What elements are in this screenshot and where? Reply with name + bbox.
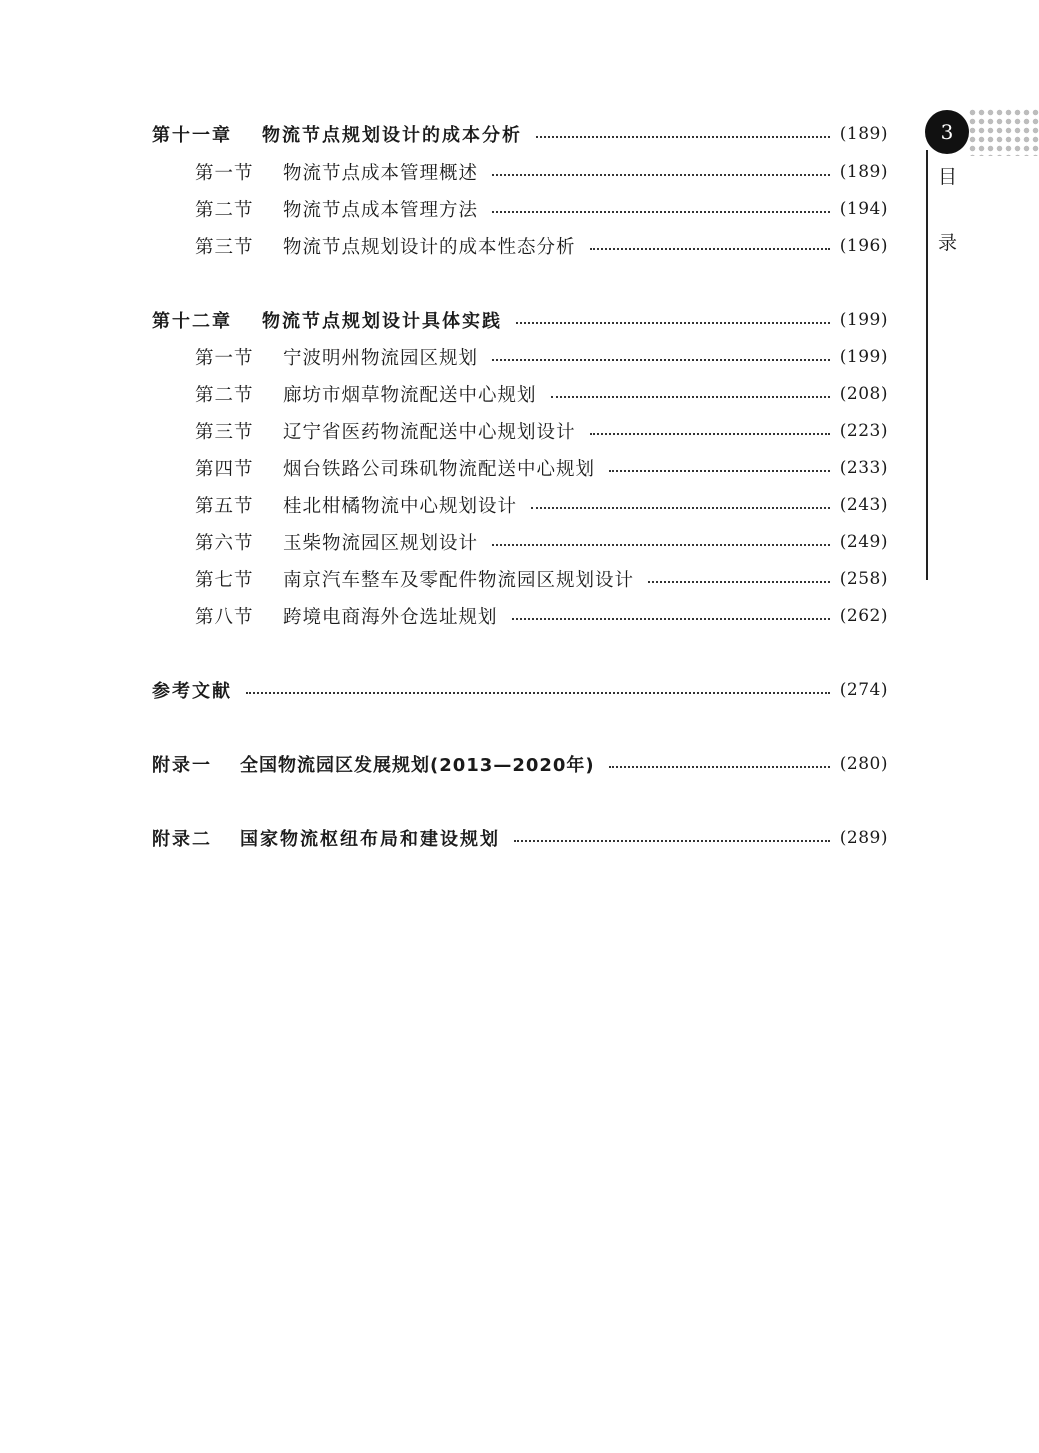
dot-leader (590, 248, 830, 250)
dot-leader (492, 359, 830, 361)
entry-number: 第五节 (195, 496, 254, 517)
entry-page: (223) (839, 421, 888, 441)
entry-page: (258) (839, 569, 888, 589)
entry-page: (194) (839, 199, 888, 219)
dot-leader (536, 136, 830, 138)
entry-title: 全国物流园区发展规划(2013—2020年) (240, 755, 595, 776)
entry-number: 第二节 (195, 200, 254, 221)
dot-leader (514, 840, 830, 842)
dot-leader (492, 174, 830, 176)
toc-chapter-12[interactable] (152, 305, 888, 335)
entry-number: 第四节 (195, 459, 254, 480)
entry-page: (189) (839, 162, 888, 182)
entry-title: 桂北柑橘物流中心规划设计 (283, 496, 518, 517)
entry-title: 辽宁省医药物流配送中心规划设计 (283, 422, 576, 443)
entry-page: (280) (839, 754, 888, 774)
toc-section[interactable] (195, 379, 888, 409)
toc-section[interactable] (195, 157, 888, 187)
dot-leader (246, 692, 830, 694)
entry-number: 第十一章 (152, 125, 232, 146)
entry-page: (262) (839, 606, 888, 626)
entry-title: 物流节点规划设计的成本性态分析 (283, 237, 576, 258)
entry-number: 第三节 (195, 237, 254, 258)
dot-leader (551, 396, 830, 398)
toc-appendix-1[interactable] (152, 749, 888, 779)
toc-chapter-11[interactable] (152, 119, 888, 149)
toc-section[interactable] (195, 564, 888, 594)
toc-section[interactable] (195, 490, 888, 520)
entry-number: 附录二 (152, 829, 212, 850)
entry-page: (274) (839, 680, 888, 700)
entry-title: 参考文献 (152, 681, 232, 702)
entry-number: 附录一 (152, 755, 212, 776)
toc-section[interactable] (195, 194, 888, 224)
entry-number: 第一节 (195, 163, 254, 184)
toc-section[interactable] (195, 527, 888, 557)
toc-section[interactable] (195, 231, 888, 261)
toc-section[interactable] (195, 453, 888, 483)
entry-page: (208) (839, 384, 888, 404)
dot-leader (492, 544, 830, 546)
entry-number: 第八节 (195, 607, 254, 628)
entry-page: (249) (839, 532, 888, 552)
entry-page: (233) (839, 458, 888, 478)
entry-page: (199) (839, 310, 888, 330)
entry-page: (289) (839, 828, 888, 848)
dot-leader (590, 433, 830, 435)
section-label-char-2: 录 (938, 232, 958, 254)
dot-leader (516, 322, 830, 324)
toc-section[interactable] (195, 342, 888, 372)
entry-number: 第三节 (195, 422, 254, 443)
dot-leader (609, 470, 830, 472)
entry-title: 跨境电商海外仓选址规划 (283, 607, 498, 628)
entry-number: 第十二章 (152, 311, 232, 332)
entry-title: 宁波明州物流园区规划 (283, 348, 479, 369)
entry-title: 物流节点成本管理方法 (283, 200, 479, 221)
entry-title: 烟台铁路公司珠矶物流配送中心规划 (283, 459, 596, 480)
dot-leader (648, 581, 830, 583)
entry-title: 国家物流枢纽布局和建设规划 (240, 829, 500, 850)
section-label-char-1: 目 (938, 166, 958, 188)
entry-title: 物流节点规划设计的成本分析 (262, 125, 522, 146)
dot-leader (531, 507, 830, 509)
entry-number: 第六节 (195, 533, 254, 554)
entry-page: (243) (839, 495, 888, 515)
entry-number: 第二节 (195, 385, 254, 406)
dot-leader (512, 618, 830, 620)
toc-section[interactable] (195, 601, 888, 631)
entry-page: (199) (839, 347, 888, 367)
entry-title: 玉柴物流园区规划设计 (283, 533, 479, 554)
entry-title: 物流节点规划设计具体实践 (262, 311, 502, 332)
entry-page: (196) (839, 236, 888, 256)
dot-pattern-decoration (968, 108, 1039, 156)
entry-title: 南京汽车整车及零配件物流园区规划设计 (283, 570, 635, 591)
toc-section[interactable] (195, 416, 888, 446)
side-divider-line (926, 150, 928, 580)
toc-appendix-2[interactable] (152, 823, 888, 853)
entry-number: 第一节 (195, 348, 254, 369)
entry-number: 第七节 (195, 570, 254, 591)
entry-title: 物流节点成本管理概述 (283, 163, 479, 184)
toc-references[interactable] (152, 675, 888, 705)
page-number-badge: 3 (925, 110, 969, 154)
entry-title: 廊坊市烟草物流配送中心规划 (283, 385, 537, 406)
entry-page: (189) (839, 124, 888, 144)
dot-leader (492, 211, 830, 213)
dot-leader (609, 766, 830, 768)
